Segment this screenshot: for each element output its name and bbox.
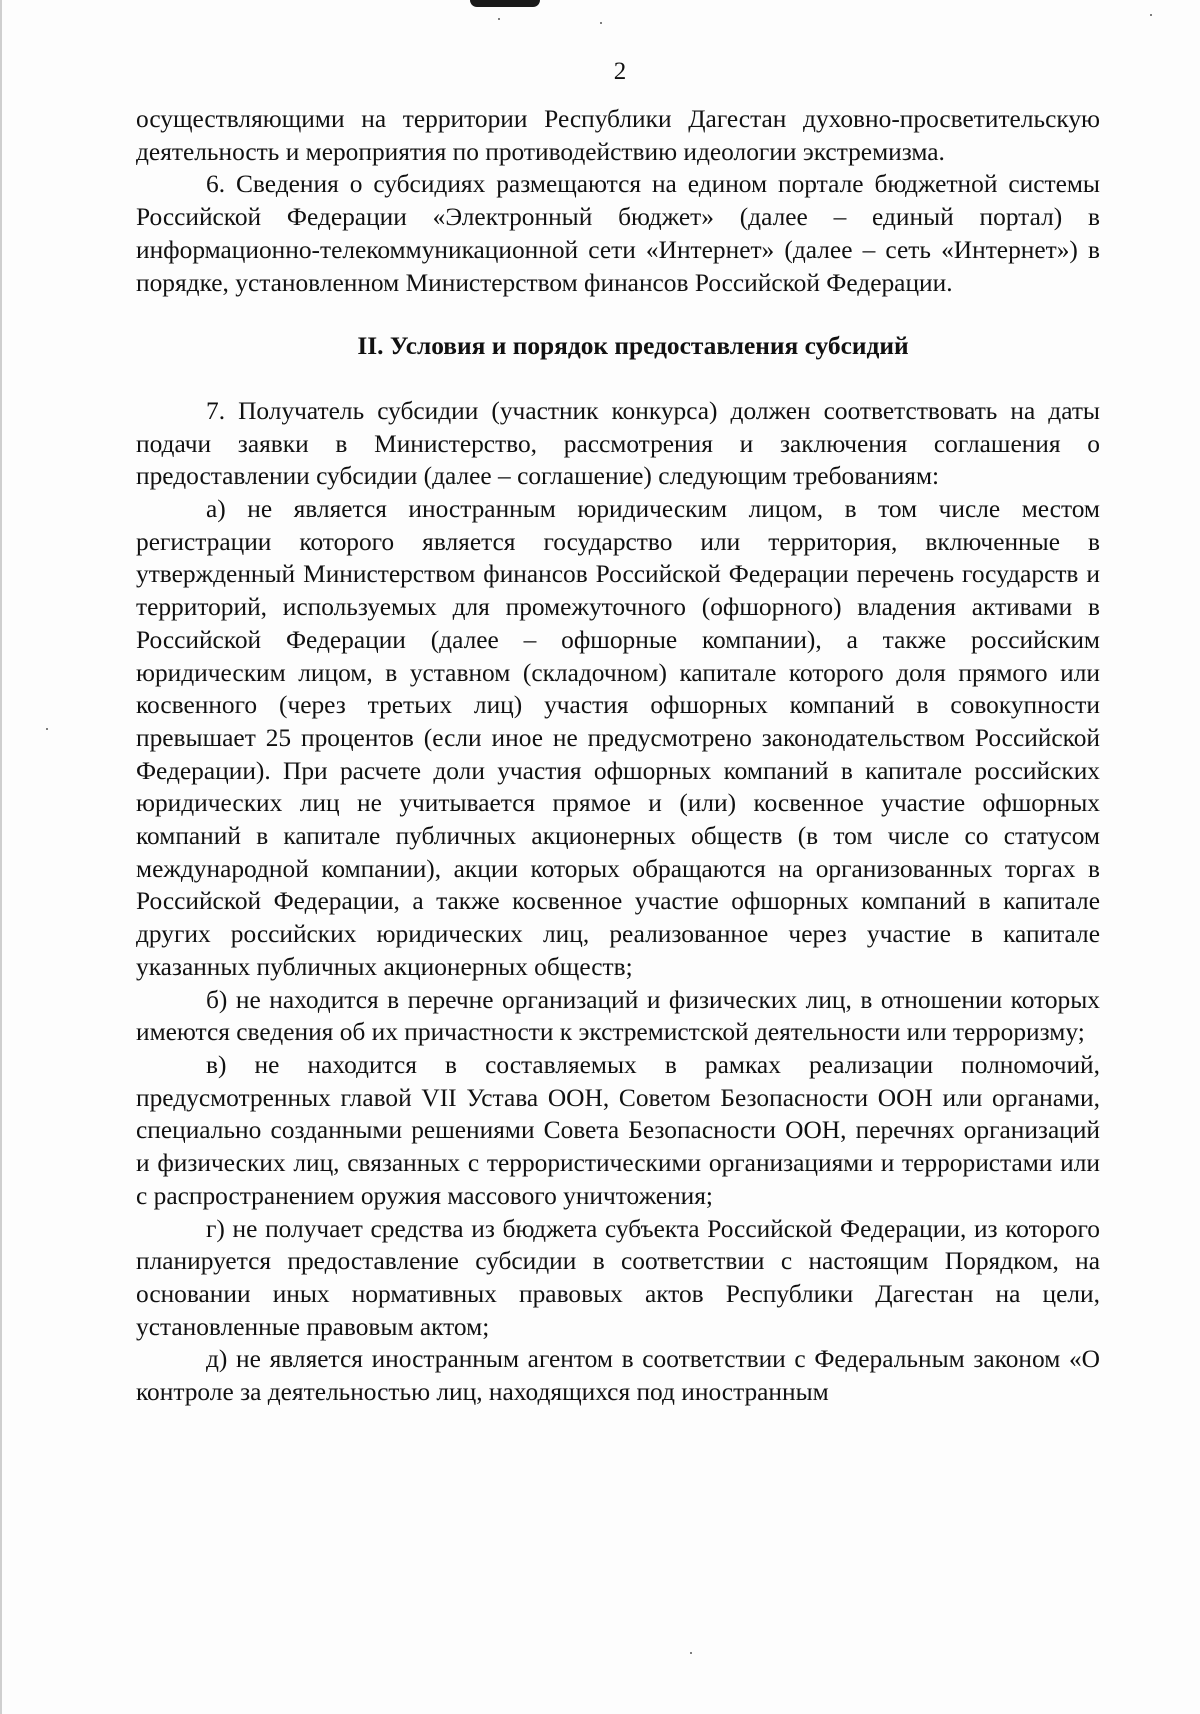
paragraph: осуществляющими на территории Республики Дагестан духовно-просветительскую деятельность и мероприятия по противодействию идеологии экстремизма.	[136, 105, 1100, 166]
page-number: 2	[613, 58, 627, 85]
scan-speck	[46, 728, 48, 730]
scan-artifact	[470, 0, 540, 7]
paragraph: а) не является иностранным юридическим лицом, в том числе местом регистрации которого является государство или территория, включенные в утвержденный Министерством финансов Российской Федерации перечень государств и территорий, используемых для промежуточного (офшорного) владения активами в Российской Федерации (далее – офшорные компании), а также российским юридическим лицом, в уставном (складочном) капитале которого доля прямого или косвенного (через третьих лиц) участия офшорных компаний в совокупности превышает 25 процентов (если иное не предусмотрено законодательством Российской Федерации). При расчете доли участия офшорных компаний в капитале российских юридических лиц не учитывается прямое и (или) косвенное участие офшорных компаний в капитале публичных акционерных обществ (в том числе со статусом международной компании), акции которых обращаются на организованных торгах в Российской Федерации, а также косвенное участие офшорных компаний в капитале других российских юридических лиц, реализованное через участие в капитале указанных публичных акционерных обществ;	[136, 495, 1100, 981]
scan-speck	[600, 22, 602, 24]
paragraph: д) не является иностранным агентом в соответствии с Федеральным законом «О контроле за деятельностью лиц, находящихся под иностранным	[136, 1345, 1100, 1407]
scan-speck	[690, 1652, 692, 1654]
paragraph: 7. Получатель субсидии (участник конкурса) должен соответствовать на даты подачи заявки в Министерство, рассмотрения и заключения соглашения о предоставлении субсидии (далее – соглашение) следующим требованиям:	[136, 396, 1100, 491]
section-heading: II. Условия и порядок предоставления субсидий	[357, 332, 909, 361]
scan-speck	[1150, 14, 1152, 16]
scan-speck	[498, 18, 500, 20]
paragraph: г) не получает средства из бюджета субъекта Российской Федерации, из которого планируется предоставление субсидии в соответствии с настоящим Порядком, на основании иных нормативных правовых актов Республики Дагестан на цели, установленные правовым актом;	[136, 1214, 1100, 1341]
paragraph: в) не находится в составляемых в рамках реализации полномочий, предусмотренных главой VII Устава ООН, Советом Безопасности ООН или органами, специально созданными решениями Совета Безопасности ООН, перечнях организаций и физических лиц, связанных с террористическими организациями и террористами или с распространением оружия массового уничтожения;	[136, 1050, 1100, 1210]
paragraph: 6. Сведения о субсидиях размещаются на едином портале бюджетной системы Российской Федерации «Электронный бюджет» (далее – единый портал) в информационно-телекоммуникационной сети «Интернет» (далее – сеть «Интернет») в порядке, установленном Министерством финансов Российской Федерации.	[136, 170, 1100, 297]
document-body	[136, 103, 1100, 1409]
scan-edge	[0, 0, 2, 1714]
paragraph: б) не находится в перечне организаций и физических лиц, в отношении которых имеются сведения об их причастности к экстремистской деятельности или терроризму;	[136, 985, 1100, 1047]
